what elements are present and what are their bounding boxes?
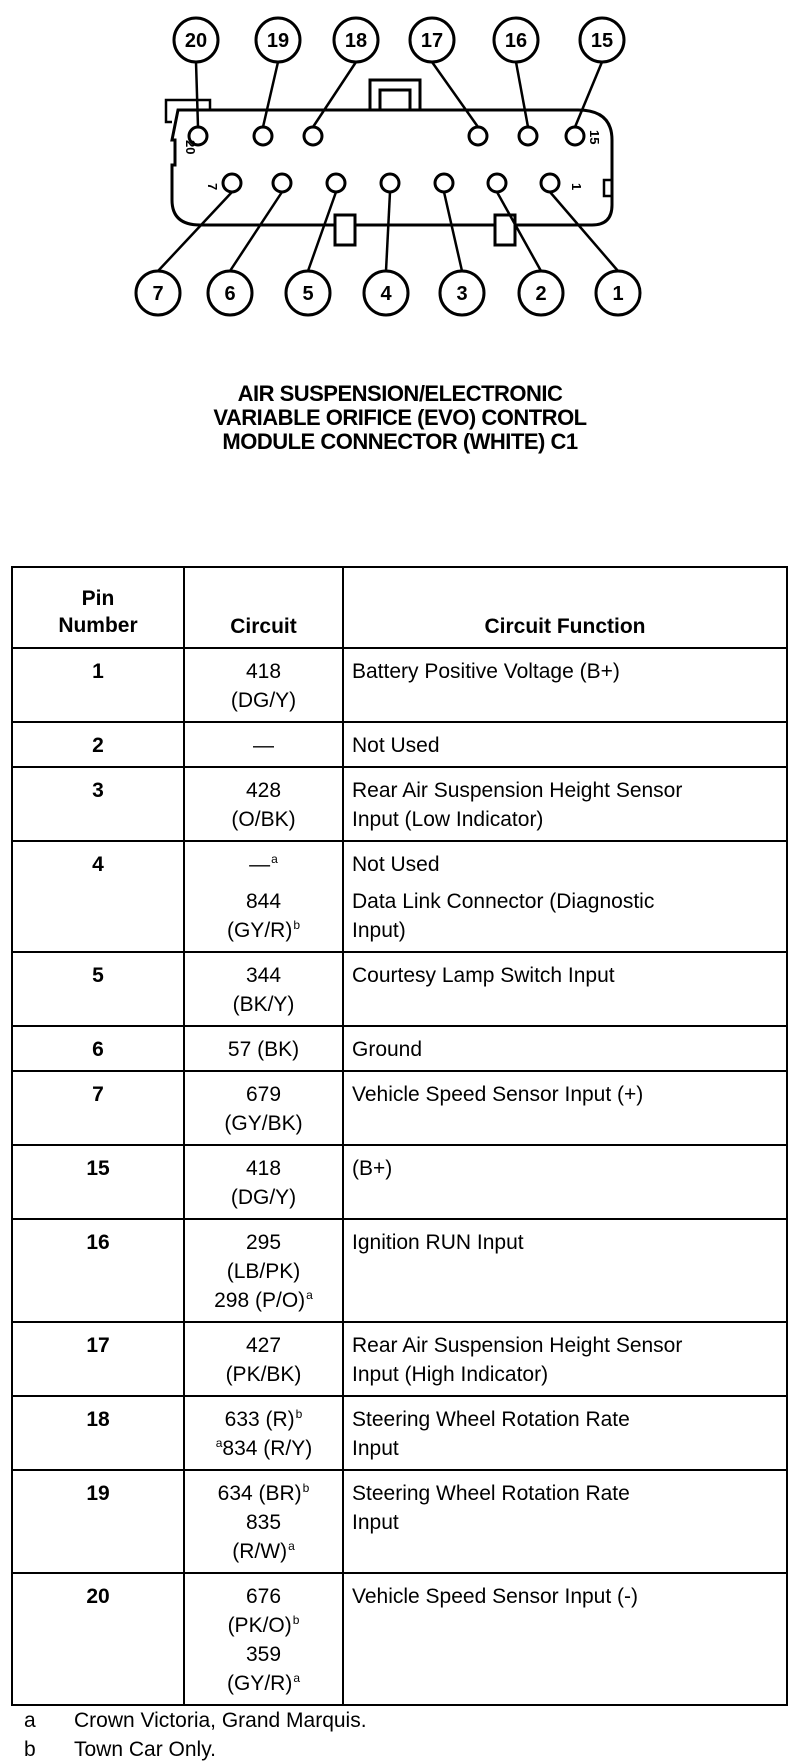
cell-line: $(PK/O)^b$ [227,1613,300,1637]
footnote-key: a [24,1709,36,1732]
table-row [12,1145,787,1219]
pin-number-cell: 17 [12,1322,184,1396]
cell-line: Input (Low Indicator) [352,808,544,831]
pin-hole-16 [519,127,537,145]
body-label-1: 1 [569,183,584,191]
leader-line [444,192,462,271]
circuit-cell [184,1145,343,1219]
circuit-function-cell [343,1026,787,1071]
pin-hole-5 [327,174,345,192]
circuit-cell [184,952,343,1026]
pin-number-cell: 6 [12,1026,184,1071]
table-row [12,1322,787,1396]
cell-line: Data Link Connector (Diagnostic [352,890,655,913]
leader-line [575,62,602,127]
pin-callout-2 [519,271,563,315]
pin-callout-3 [440,271,484,315]
leader-line [550,192,618,271]
connector-latch [370,80,420,110]
circuit-function-cell [343,648,787,722]
circuit-function-cell [343,1219,787,1322]
pin-hole-17 [469,127,487,145]
cell-line: Vehicle Speed Sensor Input (+) [352,1083,644,1106]
pin-number-cell: 16 [12,1219,184,1322]
callout-label: 1 [612,283,624,305]
leader-line [516,62,528,127]
pin-number-cell: 3 [12,767,184,841]
pin-number-cell: 1 [12,648,184,722]
circuit-function-cell [343,952,787,1026]
cell-line: 298 $(P/O)^a$ [214,1288,313,1312]
pin-hole-4 [381,174,399,192]
caption-line: MODULE CONNECTOR (WHITE) C1 [222,429,578,454]
cell-line: Steering Wheel Rotation Rate [352,1408,630,1431]
circuit-cell [184,648,343,722]
cell-line: (PK/BK) [225,1363,302,1386]
pin-callout-7 [136,271,180,315]
cell-line: $(R/W)^a$ [232,1539,295,1563]
cell-line: 359 [245,1643,282,1666]
pin-callout-4 [364,271,408,315]
cell-line: 679 [245,1083,282,1106]
leader-line [196,62,198,127]
callout-label: 17 [420,30,444,52]
cell-line: $(GY/R)^b$ [226,918,300,942]
callout-label: 18 [344,30,368,52]
circuit-function-cell [343,1145,787,1219]
table-row [12,1396,787,1470]
pin-hole-18 [304,127,322,145]
cell-line: (GY/BK) [224,1112,303,1135]
leader-line [308,192,336,271]
pin-callout-20 [174,18,218,62]
table-row [12,1573,787,1705]
leader-line [158,192,232,271]
circuit-cell [184,1396,343,1470]
pin-number-cell: 18 [12,1396,184,1470]
pin-callout-16 [494,18,538,62]
header-pin-line2: Number [58,614,138,637]
leader-line [432,62,478,127]
cell-line: (DG/Y) [230,689,297,712]
cell-line: —$^a$ [249,852,278,876]
footnote-key: b [24,1738,36,1761]
cell-line: — [253,734,274,757]
footnotes [24,1706,367,1764]
cell-line: 633 $(R)^b$ [224,1407,303,1431]
cell-line: 295 [245,1231,282,1254]
circuit-cell [184,1573,343,1705]
pin-callout-17 [410,18,454,62]
circuit-function-cell [343,841,787,952]
cell-line: 835 [245,1511,282,1534]
circuit-cell [184,1322,343,1396]
cell-line: (BK/Y) [232,993,295,1016]
header-pin-line1: Pin [81,587,115,610]
body-label-15: 15 [587,130,602,145]
table-row [12,648,787,722]
cell-line: (DG/Y) [230,1186,297,1209]
footnote-b [24,1735,367,1764]
cell-line: Input [352,1437,399,1460]
pin-number-cell: 20 [12,1573,184,1705]
pin-callout-5 [286,271,330,315]
circuit-function-cell [343,722,787,767]
pin-callout-6 [208,271,252,315]
callout-label: 2 [535,283,547,305]
footnote-text: Crown Victoria, Grand Marquis. [74,1709,367,1732]
callout-label: 3 [456,283,468,305]
leader-line [386,192,390,271]
circuit-cell [184,1071,343,1145]
connector-key [335,215,355,245]
pin-callout-15 [580,18,624,62]
callout-label: 4 [380,283,392,305]
connector-caption [0,382,800,454]
cell-line: Steering Wheel Rotation Rate [352,1482,630,1505]
cell-line: Rear Air Suspension Height Sensor [352,1334,683,1357]
caption-line: VARIABLE ORIFICE (EVO) CONTROL [213,405,587,430]
leader-line [313,62,356,127]
callout-label: 16 [504,30,528,52]
pin-number-cell: 2 [12,722,184,767]
cell-line: $(GY/R)^a$ [226,1671,300,1695]
header-circuit-function: Circuit Function [343,567,787,648]
table-row [12,841,787,952]
header-circuit: Circuit [184,567,343,648]
callout-label: 15 [590,30,614,52]
circuit-function-cell [343,1573,787,1705]
pinout-table [11,566,788,1706]
table-row [12,1219,787,1322]
callout-label: 5 [302,283,314,305]
circuit-function-cell [343,1322,787,1396]
cell-line: (O/BK) [231,808,296,831]
callout-label: 20 [184,30,208,52]
cell-line: 344 [245,964,282,987]
body-label-20: 20 [183,140,198,155]
cell-line: 634 (BR)$^b$ [217,1481,310,1505]
cell-line: 427 [245,1334,282,1357]
leader-line [230,192,282,271]
circuit-function-cell [343,767,787,841]
circuit-cell [184,1026,343,1071]
circuit-cell [184,841,343,952]
pin-number-cell: 19 [12,1470,184,1573]
cell-line: Input (High Indicator) [352,1363,549,1386]
pin-number-cell: 4 [12,841,184,952]
leader-line [263,62,278,127]
cell-line: $^a$834 (R/Y) [215,1436,313,1460]
connector-body [172,110,612,225]
cell-line: Input) [352,919,406,942]
pin-callout-1 [596,271,640,315]
table-row [12,1026,787,1071]
cell-line: Not Used [352,853,440,876]
cell-line: 57 (BK) [227,1038,300,1061]
circuit-cell [184,767,343,841]
cell-line: Rear Air Suspension Height Sensor [352,779,683,802]
connector-diagram [0,0,800,360]
footnote-a [24,1706,367,1735]
cell-line: Vehicle Speed Sensor Input (-) [352,1585,639,1608]
cell-line: Not Used [352,734,440,757]
caption-line: AIR SUSPENSION/ELECTRONIC [237,381,563,406]
cell-line: (LB/PK) [226,1260,301,1283]
callout-label: 19 [266,30,290,52]
table-row [12,767,787,841]
cell-line: (B+) [352,1157,393,1180]
pin-hole-19 [254,127,272,145]
table-row [12,1071,787,1145]
pin-number-cell: 7 [12,1071,184,1145]
callout-label: 7 [152,283,164,305]
pin-hole-7 [223,174,241,192]
cell-line: Ground [352,1038,423,1061]
pin-hole-6 [273,174,291,192]
footnote-text: Town Car Only. [74,1738,216,1761]
table-header-row [12,567,787,648]
table-row [12,1470,787,1573]
pin-hole-3 [435,174,453,192]
pin-hole-2 [488,174,506,192]
table-row [12,952,787,1026]
table-row [12,722,787,767]
circuit-cell [184,1219,343,1322]
callout-label: 6 [224,283,236,305]
cell-line: Input [352,1511,399,1534]
cell-line: 418 [245,1157,282,1180]
circuit-cell [184,1470,343,1573]
pin-number-cell: 5 [12,952,184,1026]
cell-line: 844 [245,890,282,913]
cell-line: 676 [245,1585,282,1608]
cell-line: Battery Positive Voltage (B+) [352,660,620,683]
pin-number-cell: 15 [12,1145,184,1219]
body-label-7: 7 [205,183,220,191]
pin-hole-1 [541,174,559,192]
pin-callout-19 [256,18,300,62]
circuit-cell [184,722,343,767]
circuit-function-cell [343,1470,787,1573]
circuit-function-cell [343,1071,787,1145]
pin-hole-15 [566,127,584,145]
circuit-function-cell [343,1396,787,1470]
header-pin-number [12,567,184,648]
cell-line: Ignition RUN Input [352,1231,524,1254]
cell-line: 428 [245,779,282,802]
cell-line: 418 [245,660,282,683]
cell-line: Courtesy Lamp Switch Input [352,964,615,987]
pin-callout-18 [334,18,378,62]
